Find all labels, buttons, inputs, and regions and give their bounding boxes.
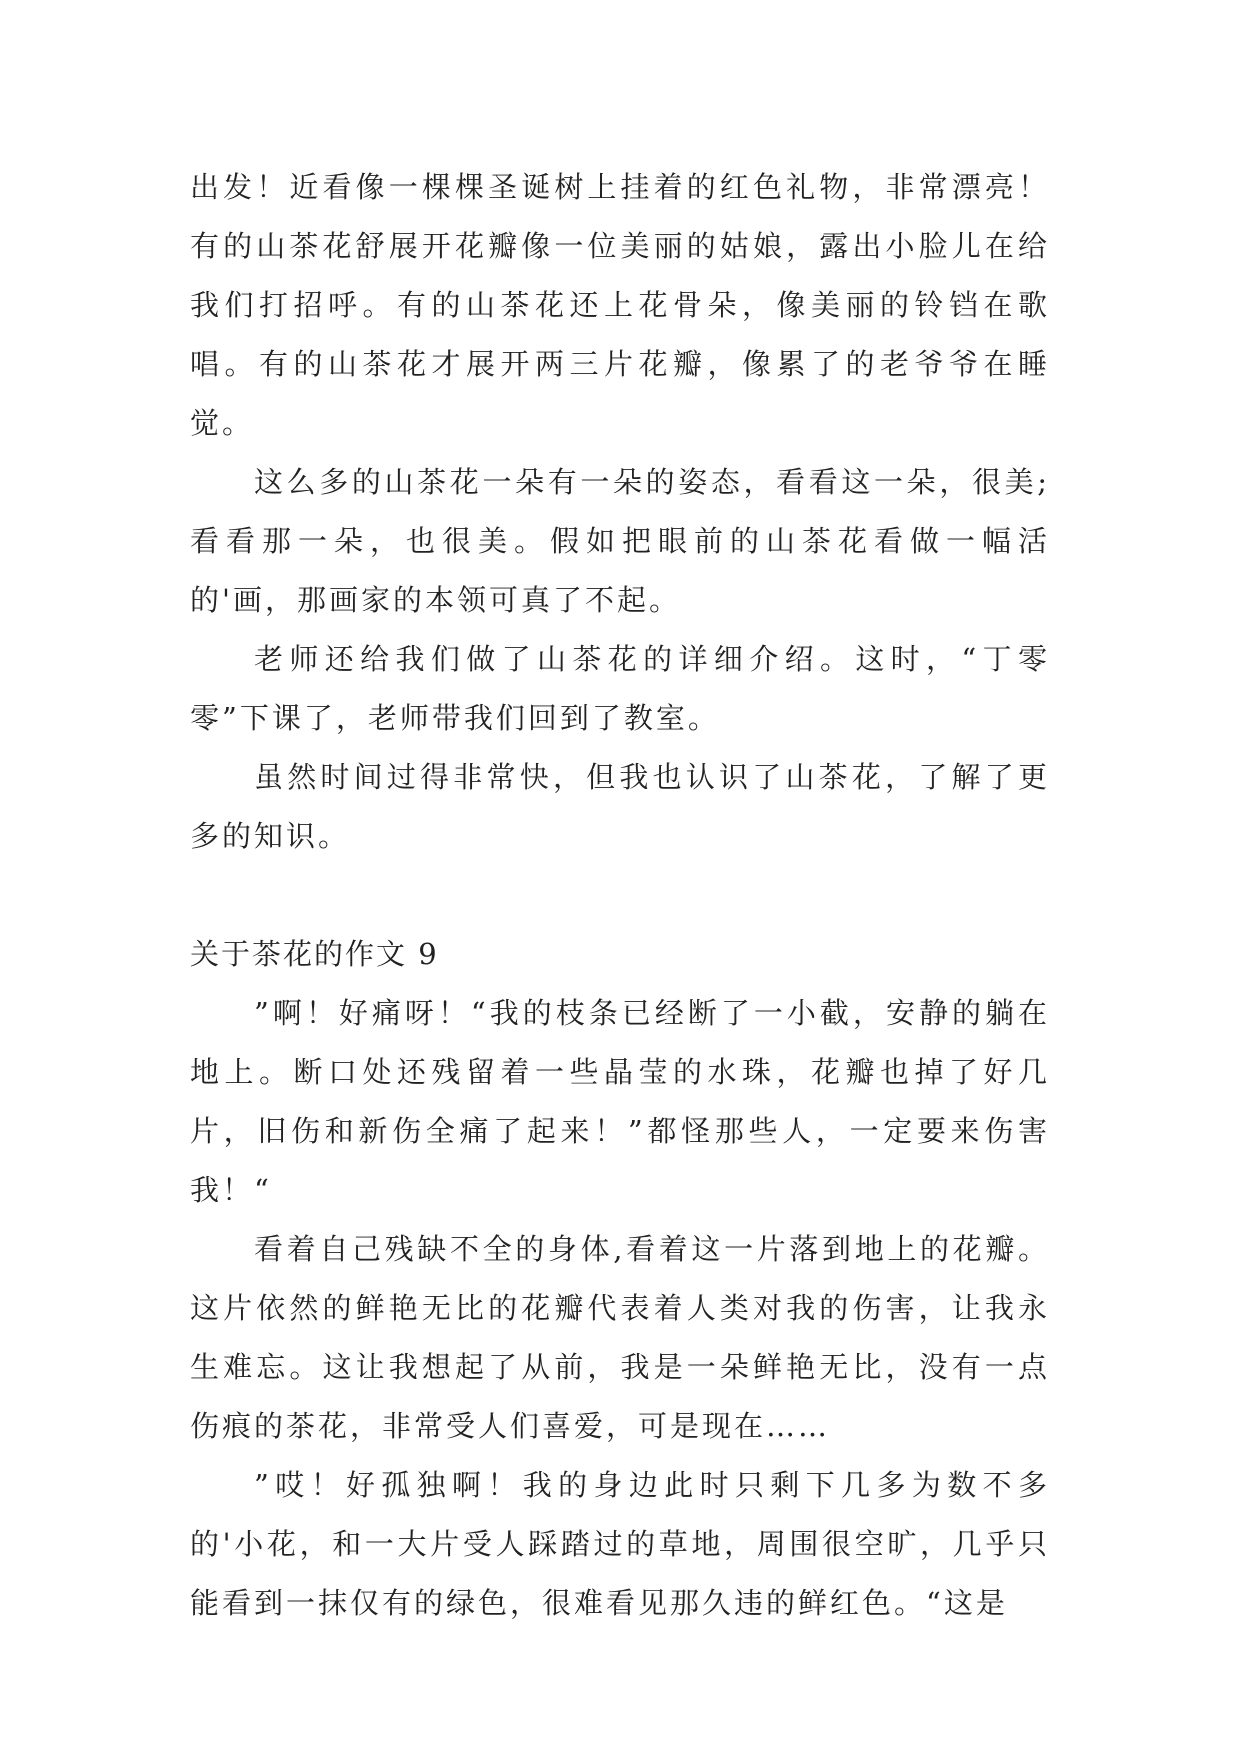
document-body bbox=[190, 158, 1050, 1633]
paragraph: 老师还给我们做了山茶花的详细介绍。这时，“丁零零”下课了，老师带我们回到了教室。 bbox=[190, 642, 1050, 735]
section-heading: 关于茶花的作文 9 bbox=[190, 937, 439, 971]
paragraph: 出发！近看像一棵棵圣诞树上挂着的红色礼物，非常漂亮！有的山茶花舒展开花瓣像一位美丽的姑娘，露出小脸儿在给我们打招呼。有的山茶花还上花骨朵，像美丽的铃铛在歌唱。有的山茶花才展开两三片花瓣，像累了的老爷爷在睡觉。 bbox=[190, 170, 1050, 440]
paragraph: 看着自己残缺不全的身体,看着这一片落到地上的花瓣。这片依然的鲜艳无比的花瓣代表着人类对我的伤害，让我永生难忘。这让我想起了从前，我是一朵鲜艳无比，没有一点伤痕的茶花，非常受人们喜爱，可是现在…… bbox=[190, 1232, 1050, 1443]
paragraph: 虽然时间过得非常快，但我也认识了山茶花，了解了更多的知识。 bbox=[190, 760, 1050, 853]
paragraph: ”哎！好孤独啊！我的身边此时只剩下几多为数不多的'小花，和一大片受人踩踏过的草地，周围很空旷，几乎只能看到一抹仅有的绿色，很难看见那久违的鲜红色。“这是 bbox=[190, 1468, 1050, 1620]
paragraph: 这么多的山茶花一朵有一朵的姿态，看看这一朵，很美;看看那一朵，也很美。假如把眼前的山茶花看做一幅活的'画，那画家的本领可真了不起。 bbox=[190, 465, 1050, 617]
paragraph: ”啊！好痛呀！“我的枝条已经断了一小截，安静的躺在地上。断口处还残留着一些晶莹的水珠，花瓣也掉了好几片，旧伤和新伤全痛了起来！”都怪那些人，一定要来伤害我！“ bbox=[190, 996, 1050, 1207]
